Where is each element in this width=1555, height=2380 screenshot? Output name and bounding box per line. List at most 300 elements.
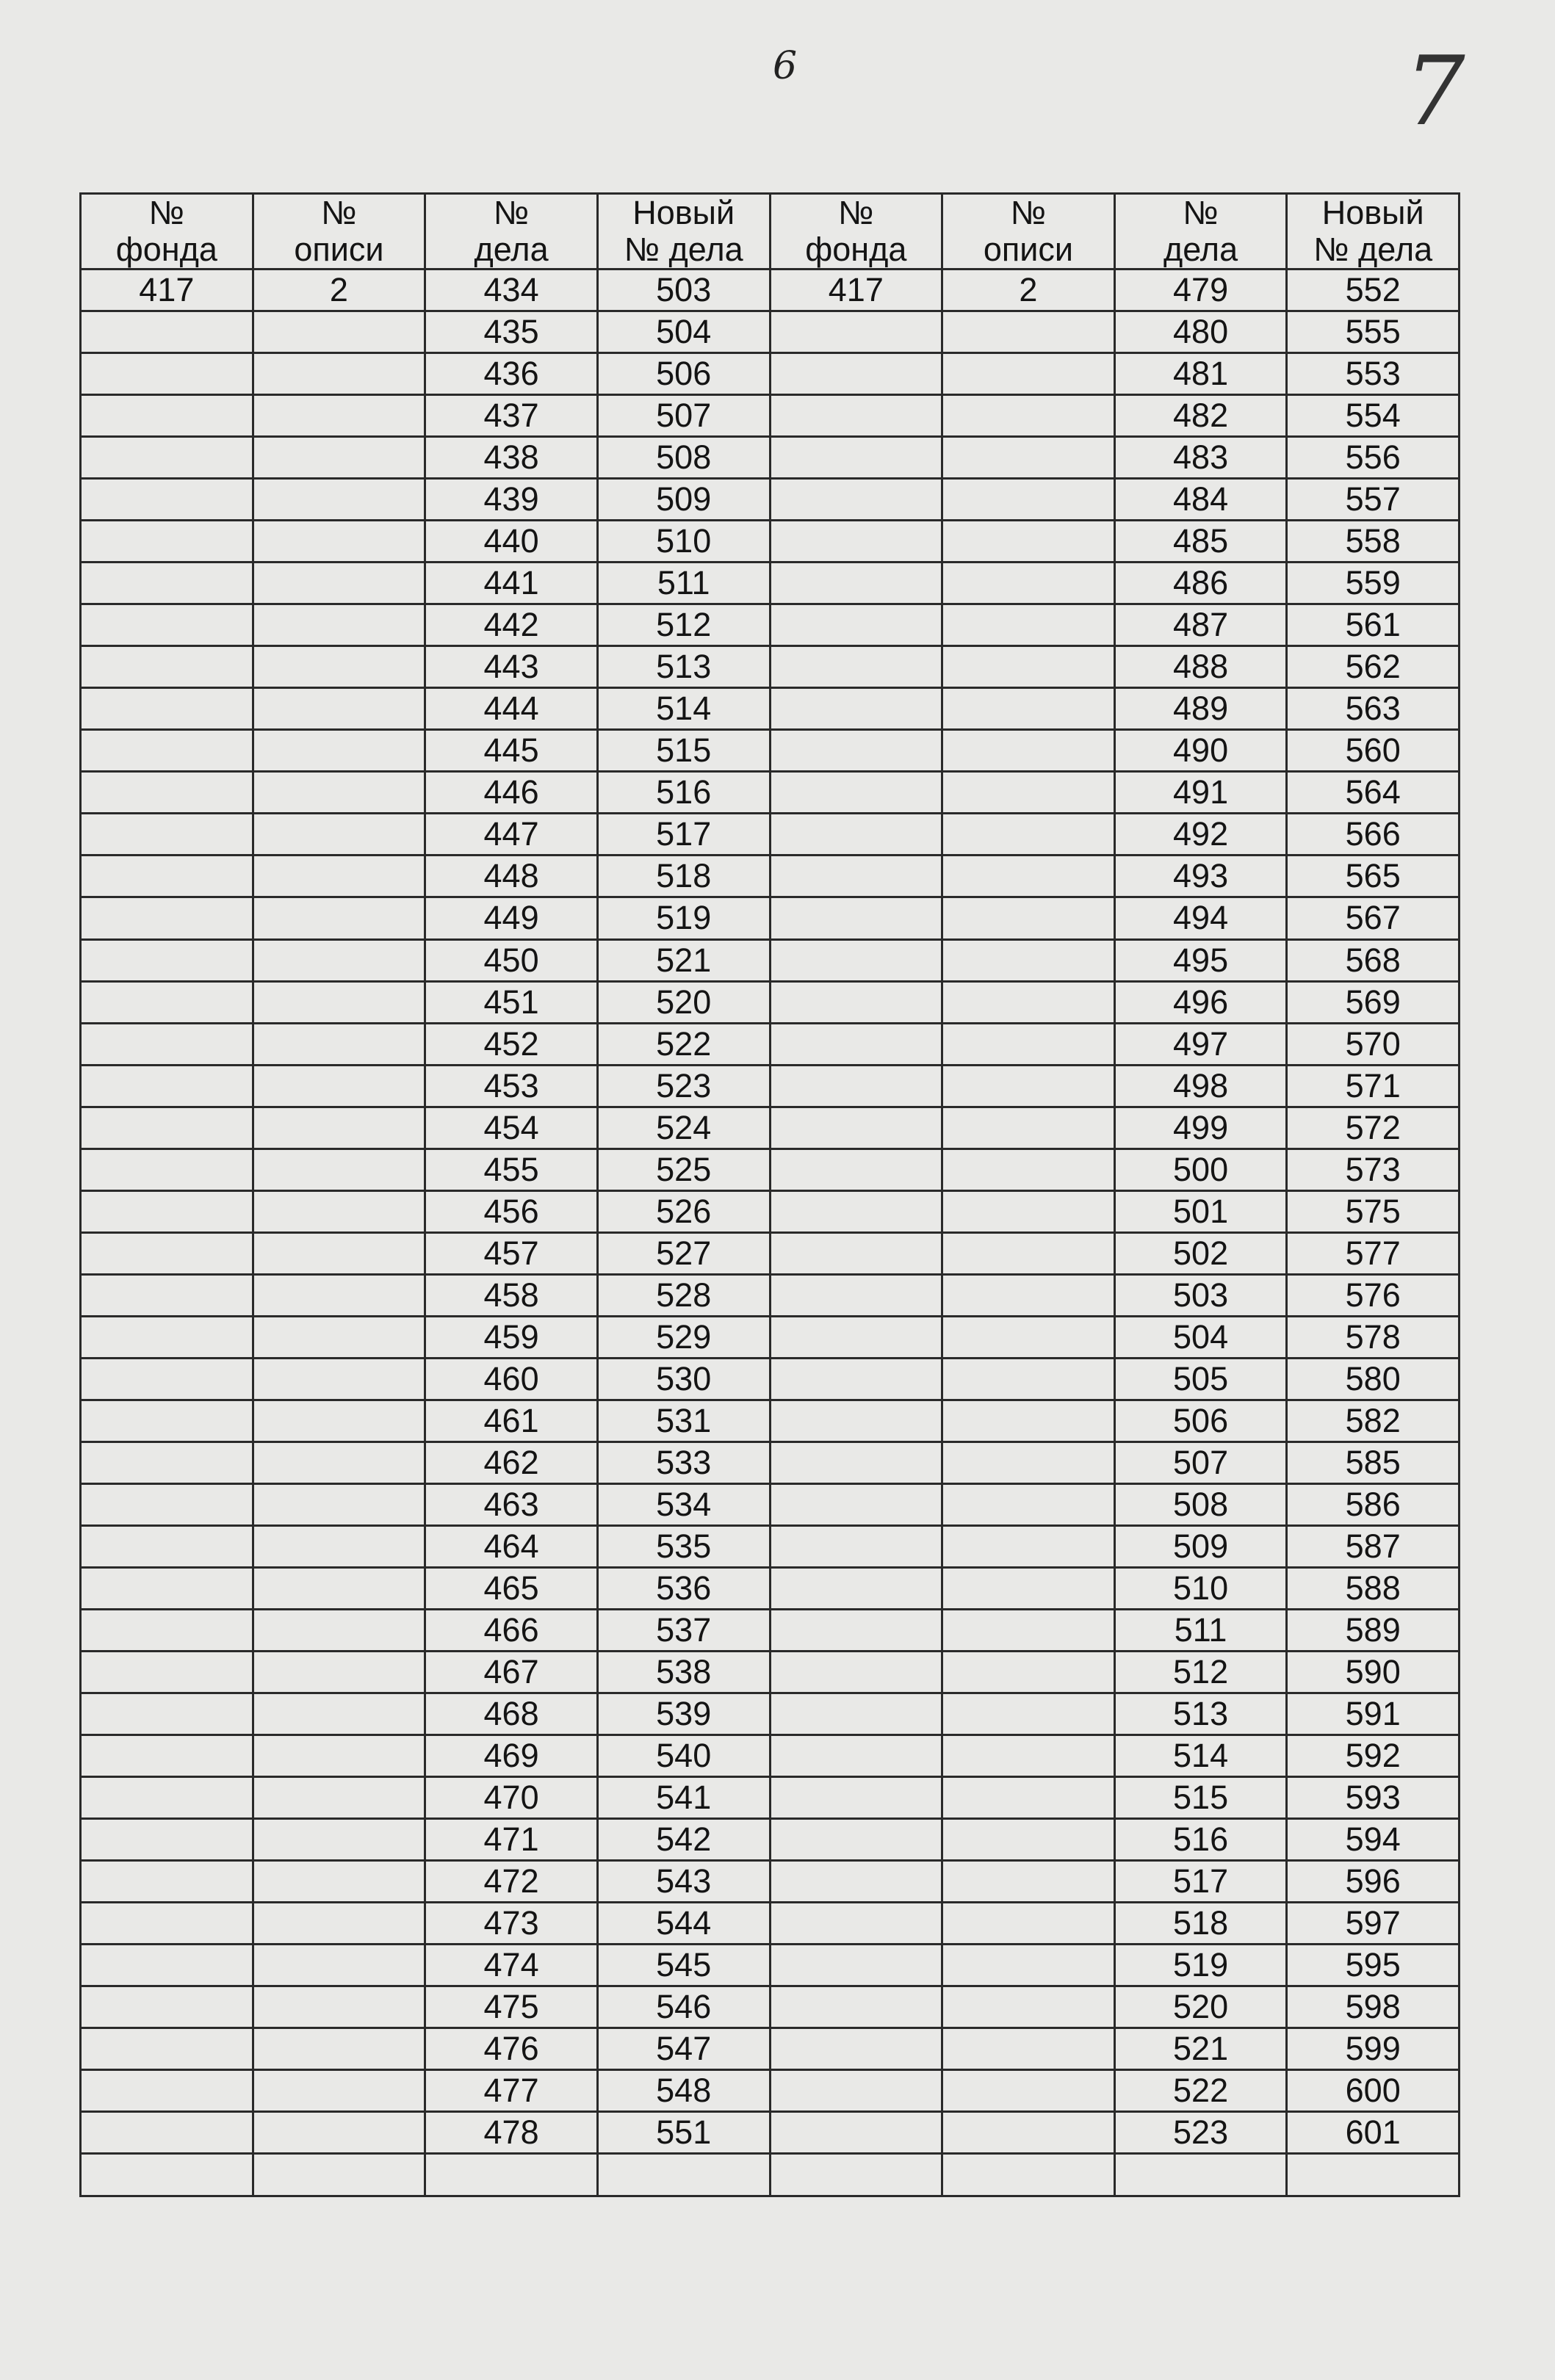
header-row: [81, 194, 1460, 270]
cell-delo-2: 516: [1114, 1819, 1287, 1861]
cell-delo-2: 479: [1114, 270, 1287, 311]
cell-new-delo-2: 555: [1287, 311, 1460, 353]
cell-opis: [253, 1693, 425, 1735]
cell-fond: [81, 1652, 253, 1693]
cell-opis-2: [942, 814, 1115, 856]
table-body: [81, 270, 1460, 2196]
header-opis-2: [942, 194, 1115, 270]
cell-new-delo-2: 578: [1287, 1316, 1460, 1358]
cell-fond-2: [770, 521, 942, 563]
cell-fond-2: [770, 2070, 942, 2112]
cell-delo: 453: [425, 1065, 598, 1107]
cell-opis: [253, 395, 425, 437]
cell-new-delo-2: 598: [1287, 1986, 1460, 2028]
cell-delo-2: 522: [1114, 2070, 1287, 2112]
cell-new-delo: 512: [597, 604, 770, 646]
cell-delo-2: 512: [1114, 1652, 1287, 1693]
table-row: [81, 1358, 1460, 1400]
cell-opis-2: [942, 1986, 1115, 2028]
cell-fond: [81, 939, 253, 981]
cell-new-delo-2: 565: [1287, 856, 1460, 897]
header-delo-line: дела: [474, 231, 549, 268]
cell-opis-2: [942, 1777, 1115, 1819]
cell-fond-2: [770, 1023, 942, 1065]
cell-fond-2: [770, 1777, 942, 1819]
cell-new-delo: 510: [597, 521, 770, 563]
cell-delo-2: 490: [1114, 730, 1287, 772]
cell-new-delo: 507: [597, 395, 770, 437]
cell-delo: 465: [425, 1567, 598, 1609]
cell-opis: [253, 1483, 425, 1525]
cell-fond: [81, 1861, 253, 1903]
cell-opis: [253, 353, 425, 395]
cell-new-delo-2: 582: [1287, 1400, 1460, 1442]
page-number: 6: [773, 44, 798, 88]
cell-opis: [253, 1107, 425, 1149]
header-opis-line: №: [321, 194, 357, 231]
cell-opis-2: [942, 479, 1115, 521]
empty-cell: [425, 2154, 598, 2196]
cell-delo: 474: [425, 1945, 598, 1986]
cell-new-delo: 542: [597, 1819, 770, 1861]
cell-opis-2: [942, 521, 1115, 563]
cell-opis-2: [942, 1567, 1115, 1609]
cell-fond: [81, 1400, 253, 1442]
cell-delo-2: 502: [1114, 1232, 1287, 1274]
cell-new-delo-2: 577: [1287, 1232, 1460, 1274]
cell-opis: [253, 1652, 425, 1693]
table-row: [81, 1400, 1460, 1442]
cell-delo: 470: [425, 1777, 598, 1819]
cell-opis: [253, 2112, 425, 2154]
cell-opis: [253, 479, 425, 521]
cell-delo: 454: [425, 1107, 598, 1149]
empty-cell: [942, 2154, 1115, 2196]
cell-delo-2: 488: [1114, 646, 1287, 688]
cell-opis-2: [942, 395, 1115, 437]
cell-new-delo: 513: [597, 646, 770, 688]
cell-new-delo-2: 594: [1287, 1819, 1460, 1861]
cell-delo: 464: [425, 1525, 598, 1567]
cell-fond: [81, 1610, 253, 1652]
header-opis-2-line: описи: [983, 231, 1074, 268]
cell-delo-2: 509: [1114, 1525, 1287, 1567]
cell-fond-2: [770, 1274, 942, 1316]
cell-fond-2: [770, 353, 942, 395]
cell-fond: [81, 1149, 253, 1190]
cell-delo: 442: [425, 604, 598, 646]
cell-opis: [253, 1232, 425, 1274]
cell-new-delo: 520: [597, 981, 770, 1023]
cell-opis-2: [942, 897, 1115, 939]
cell-delo-2: 495: [1114, 939, 1287, 981]
cell-new-delo: 543: [597, 1861, 770, 1903]
cell-fond: [81, 437, 253, 479]
cell-delo-2: 513: [1114, 1693, 1287, 1735]
cell-opis: [253, 1567, 425, 1609]
cell-fond-2: [770, 1525, 942, 1567]
table-row: [81, 897, 1460, 939]
cell-new-delo-2: 591: [1287, 1693, 1460, 1735]
cell-opis: [253, 730, 425, 772]
cell-fond-2: [770, 1567, 942, 1609]
cell-opis-2: [942, 1735, 1115, 1777]
cell-delo-2: 480: [1114, 311, 1287, 353]
cell-new-delo: 546: [597, 1986, 770, 2028]
cell-delo-2: 518: [1114, 1903, 1287, 1945]
case-renumbering-table: [79, 192, 1460, 2197]
cell-delo: 473: [425, 1903, 598, 1945]
cell-fond-2: [770, 1065, 942, 1107]
cell-delo: 457: [425, 1232, 598, 1274]
cell-opis-2: [942, 1861, 1115, 1903]
cell-new-delo-2: 586: [1287, 1483, 1460, 1525]
cell-delo-2: 500: [1114, 1149, 1287, 1190]
table-row: [81, 1945, 1460, 1986]
cell-delo: 443: [425, 646, 598, 688]
table-row: [81, 353, 1460, 395]
cell-fond-2: [770, 730, 942, 772]
cell-new-delo: 544: [597, 1903, 770, 1945]
cell-delo: 478: [425, 2112, 598, 2154]
cell-delo: 444: [425, 688, 598, 730]
cell-fond-2: [770, 1316, 942, 1358]
cell-new-delo: 529: [597, 1316, 770, 1358]
cell-fond-2: [770, 897, 942, 939]
cell-opis-2: [942, 1610, 1115, 1652]
table-row: [81, 1149, 1460, 1190]
cell-delo-2: 521: [1114, 2028, 1287, 2070]
cell-fond-2: [770, 1945, 942, 1986]
cell-new-delo: 503: [597, 270, 770, 311]
cell-opis: [253, 563, 425, 604]
cell-delo-2: 520: [1114, 1986, 1287, 2028]
cell-new-delo-2: 597: [1287, 1903, 1460, 1945]
table-row: [81, 2112, 1460, 2154]
cell-opis: [253, 688, 425, 730]
cell-new-delo: 534: [597, 1483, 770, 1525]
cell-fond: [81, 1903, 253, 1945]
table-row: [81, 939, 1460, 981]
cell-delo-2: 503: [1114, 1274, 1287, 1316]
cell-new-delo-2: 592: [1287, 1735, 1460, 1777]
cell-fond: [81, 856, 253, 897]
table-row: [81, 2070, 1460, 2112]
cell-opis: [253, 1442, 425, 1483]
cell-opis-2: [942, 939, 1115, 981]
cell-opis: [253, 1065, 425, 1107]
cell-new-delo-2: 557: [1287, 479, 1460, 521]
cell-delo-2: 506: [1114, 1400, 1287, 1442]
cell-new-delo: 547: [597, 2028, 770, 2070]
cell-opis: [253, 1400, 425, 1442]
cell-delo: 469: [425, 1735, 598, 1777]
header-new-delo-line: Новый: [632, 194, 735, 231]
header-delo-2: [1114, 194, 1287, 270]
table-row: [81, 1525, 1460, 1567]
header-fond: [81, 194, 253, 270]
cell-delo: 471: [425, 1819, 598, 1861]
cell-fond-2: [770, 688, 942, 730]
header-opis-line: описи: [294, 231, 384, 268]
cell-delo-2: 493: [1114, 856, 1287, 897]
cell-fond: [81, 1986, 253, 2028]
cell-fond: [81, 521, 253, 563]
cell-new-delo-2: 588: [1287, 1567, 1460, 1609]
cell-delo: 436: [425, 353, 598, 395]
cell-delo-2: 511: [1114, 1610, 1287, 1652]
cell-fond-2: [770, 856, 942, 897]
cell-new-delo: 530: [597, 1358, 770, 1400]
cell-fond-2: [770, 1232, 942, 1274]
cell-fond-2: [770, 311, 942, 353]
cell-fond-2: [770, 1652, 942, 1693]
cell-new-delo: 545: [597, 1945, 770, 1986]
cell-opis-2: [942, 1107, 1115, 1149]
cell-opis: [253, 2028, 425, 2070]
cell-opis-2: [942, 1525, 1115, 1567]
header-new-delo-2-line: Новый: [1321, 194, 1424, 231]
cell-new-delo-2: 572: [1287, 1107, 1460, 1149]
table-row: [81, 981, 1460, 1023]
cell-fond: [81, 1693, 253, 1735]
cell-fond: [81, 1819, 253, 1861]
header-delo-2-line: дела: [1163, 231, 1238, 268]
empty-cell: [1114, 2154, 1287, 2196]
cell-fond: [81, 1483, 253, 1525]
cell-opis-2: [942, 563, 1115, 604]
cell-new-delo: 524: [597, 1107, 770, 1149]
header-new-delo-line: № дела: [624, 231, 743, 268]
cell-delo: 451: [425, 981, 598, 1023]
cell-fond: [81, 604, 253, 646]
cell-delo: 438: [425, 437, 598, 479]
empty-cell: [1287, 2154, 1460, 2196]
cell-delo: 448: [425, 856, 598, 897]
cell-fond: [81, 2070, 253, 2112]
cell-new-delo: 537: [597, 1610, 770, 1652]
cell-new-delo-2: 571: [1287, 1065, 1460, 1107]
cell-fond: [81, 897, 253, 939]
cell-opis-2: [942, 2112, 1115, 2154]
cell-new-delo: 541: [597, 1777, 770, 1819]
cell-delo-2: 494: [1114, 897, 1287, 939]
cell-fond: [81, 1107, 253, 1149]
cell-delo-2: 486: [1114, 563, 1287, 604]
cell-new-delo-2: 573: [1287, 1149, 1460, 1190]
sheet-number: 7: [1404, 35, 1465, 147]
cell-delo-2: 499: [1114, 1107, 1287, 1149]
cell-new-delo: 506: [597, 353, 770, 395]
cell-new-delo: 521: [597, 939, 770, 981]
cell-opis-2: [942, 604, 1115, 646]
header-fond-line: №: [148, 194, 184, 231]
cell-opis-2: [942, 646, 1115, 688]
table-row: [81, 688, 1460, 730]
table-row: [81, 1190, 1460, 1232]
cell-delo-2: 501: [1114, 1190, 1287, 1232]
cell-new-delo: 522: [597, 1023, 770, 1065]
cell-new-delo: 536: [597, 1567, 770, 1609]
cell-opis: [253, 311, 425, 353]
header-fond-2: [770, 194, 942, 270]
cell-opis: [253, 1610, 425, 1652]
cell-opis: [253, 939, 425, 981]
cell-opis-2: [942, 311, 1115, 353]
cell-fond-2: [770, 1693, 942, 1735]
cell-opis-2: [942, 2070, 1115, 2112]
cell-opis: [253, 1525, 425, 1567]
cell-fond: [81, 730, 253, 772]
cell-fond: [81, 1567, 253, 1609]
cell-new-delo-2: 600: [1287, 2070, 1460, 2112]
cell-new-delo-2: 554: [1287, 395, 1460, 437]
cell-fond: [81, 646, 253, 688]
cell-opis-2: [942, 730, 1115, 772]
cell-fond: [81, 772, 253, 814]
cell-delo: 455: [425, 1149, 598, 1190]
cell-opis-2: [942, 856, 1115, 897]
cell-fond: [81, 1316, 253, 1358]
cell-new-delo-2: 568: [1287, 939, 1460, 981]
table-row: [81, 1023, 1460, 1065]
table-row: [81, 856, 1460, 897]
header-delo-2-line: №: [1183, 194, 1219, 231]
cell-opis: [253, 772, 425, 814]
cell-fond-2: [770, 981, 942, 1023]
cell-new-delo-2: 601: [1287, 2112, 1460, 2154]
cell-delo: 434: [425, 270, 598, 311]
cell-fond: [81, 1023, 253, 1065]
cell-fond: [81, 563, 253, 604]
cell-opis-2: [942, 437, 1115, 479]
cell-delo-2: 489: [1114, 688, 1287, 730]
cell-new-delo-2: 589: [1287, 1610, 1460, 1652]
cell-opis-2: [942, 1652, 1115, 1693]
cell-delo: 460: [425, 1358, 598, 1400]
cell-fond-2: [770, 395, 942, 437]
cell-new-delo: 526: [597, 1190, 770, 1232]
table-row: [81, 1652, 1460, 1693]
cell-delo-2: 498: [1114, 1065, 1287, 1107]
cell-new-delo: 539: [597, 1693, 770, 1735]
cell-delo-2: 496: [1114, 981, 1287, 1023]
cell-delo-2: 505: [1114, 1358, 1287, 1400]
cell-new-delo: 511: [597, 563, 770, 604]
cell-delo: 459: [425, 1316, 598, 1358]
cell-opis: [253, 1149, 425, 1190]
cell-delo: 458: [425, 1274, 598, 1316]
table-row: [81, 1610, 1460, 1652]
table-row: [81, 1693, 1460, 1735]
header-new-delo-2-line: № дела: [1313, 231, 1433, 268]
cell-opis: [253, 437, 425, 479]
cell-delo: 437: [425, 395, 598, 437]
cell-new-delo-2: 580: [1287, 1358, 1460, 1400]
cell-delo: 463: [425, 1483, 598, 1525]
cell-opis-2: [942, 1693, 1115, 1735]
table-row: [81, 646, 1460, 688]
cell-opis: [253, 981, 425, 1023]
cell-new-delo: 517: [597, 814, 770, 856]
table-row: [81, 814, 1460, 856]
cell-new-delo-2: 585: [1287, 1442, 1460, 1483]
cell-new-delo: 519: [597, 897, 770, 939]
cell-fond: [81, 1358, 253, 1400]
table-header: [81, 194, 1460, 270]
cell-opis: [253, 604, 425, 646]
cell-opis-2: [942, 1483, 1115, 1525]
cell-fond-2: [770, 1190, 942, 1232]
table-row: [81, 1777, 1460, 1819]
cell-new-delo: 504: [597, 311, 770, 353]
table-row: [81, 604, 1460, 646]
cell-new-delo: 528: [597, 1274, 770, 1316]
cell-fond-2: [770, 1358, 942, 1400]
cell-opis-2: 2: [942, 270, 1115, 311]
cell-fond-2: [770, 1903, 942, 1945]
cell-delo-2: 492: [1114, 814, 1287, 856]
cell-fond-2: [770, 1986, 942, 2028]
table-row: [81, 1274, 1460, 1316]
cell-fond-2: [770, 1107, 942, 1149]
cell-new-delo: 514: [597, 688, 770, 730]
cell-fond: [81, 353, 253, 395]
empty-row: [81, 2154, 1460, 2196]
cell-opis-2: [942, 981, 1115, 1023]
cell-new-delo: 515: [597, 730, 770, 772]
cell-fond-2: [770, 2028, 942, 2070]
cell-new-delo-2: 564: [1287, 772, 1460, 814]
cell-new-delo-2: 576: [1287, 1274, 1460, 1316]
cell-opis: [253, 1735, 425, 1777]
cell-opis-2: [942, 1358, 1115, 1400]
cell-opis-2: [942, 353, 1115, 395]
table-row: [81, 1861, 1460, 1903]
table-row: [81, 1735, 1460, 1777]
cell-opis-2: [942, 1274, 1115, 1316]
cell-fond: [81, 311, 253, 353]
cell-new-delo: 551: [597, 2112, 770, 2154]
cell-opis-2: [942, 2028, 1115, 2070]
cell-fond: [81, 981, 253, 1023]
cell-opis: [253, 1903, 425, 1945]
cell-fond-2: [770, 1400, 942, 1442]
cell-fond-2: 417: [770, 270, 942, 311]
header-fond-2-line: фонда: [805, 231, 907, 268]
cell-fond: [81, 1274, 253, 1316]
cell-fond: [81, 1945, 253, 1986]
cell-new-delo: 533: [597, 1442, 770, 1483]
cell-opis: [253, 646, 425, 688]
cell-fond-2: [770, 939, 942, 981]
cell-opis: [253, 814, 425, 856]
cell-new-delo: 540: [597, 1735, 770, 1777]
cell-new-delo: 548: [597, 2070, 770, 2112]
cell-new-delo: 527: [597, 1232, 770, 1274]
cell-fond: [81, 1777, 253, 1819]
cell-opis-2: [942, 1190, 1115, 1232]
cell-fond-2: [770, 563, 942, 604]
cell-new-delo-2: 562: [1287, 646, 1460, 688]
cell-new-delo: 525: [597, 1149, 770, 1190]
empty-cell: [81, 2154, 253, 2196]
cell-delo-2: 491: [1114, 772, 1287, 814]
table-row: [81, 437, 1460, 479]
cell-opis: [253, 1986, 425, 2028]
cell-new-delo: 509: [597, 479, 770, 521]
table-row: [81, 1483, 1460, 1525]
